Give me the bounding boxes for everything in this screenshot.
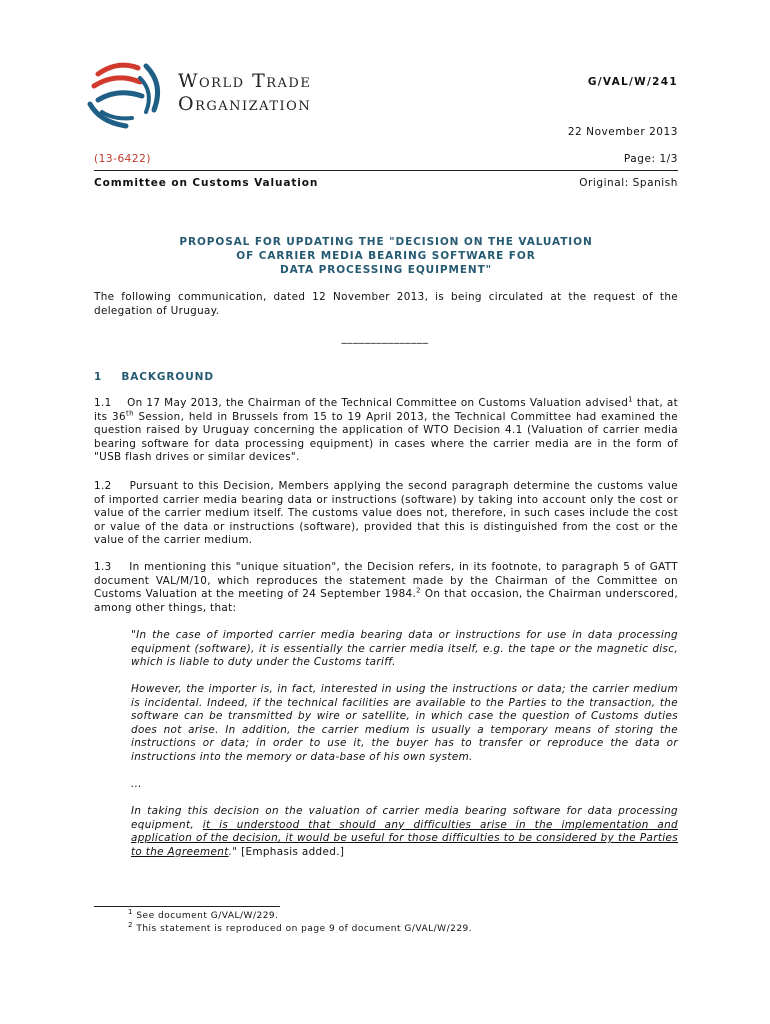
document-title-line2: OF CARRIER MEDIA BEARING SOFTWARE FOR: [236, 250, 536, 262]
wto-emblem-icon: [84, 56, 170, 132]
org-name-line2: Organization: [178, 93, 312, 115]
section-title: BACKGROUND: [121, 371, 214, 383]
paragraph-1-1: 1.1 On 17 May 2013, the Chairman of the Technical Committee on Customs Valuation advised$^1$ that, at its 36th Session, held in Brussels from 15 to 19 April 2013, the Technical Committee had examined the question raised by Uruguay concerning the application of WTO Decision 4.1 (Valuation of carrier media bearing software for data processing equipment) in cases where the carrier media are in the form of "USB flash drives or similar devices".: [94, 395, 678, 464]
intro-paragraph: The following communication, dated 12 November 2013, is being circulated at the request of the delegation of Uruguay.: [94, 291, 678, 317]
quote-paragraph-2: However, the importer is, in fact, interested in using the instructions or data; the carrier medium is incidental. Indeed, if the technical facilities are available to the Parties to the transaction, the software can be transmitted by wire or satellite, in which case the question of Customs duties does not arise. In addition, the carrier medium is usually a temporary means of storing the instructions or data; in order to use it, the buyer has to transfer or reproduce the data or instructions into the memory or data-base of his own system.: [131, 683, 678, 763]
footnote-1: $^1$ See document G/VAL/W/229.: [128, 908, 279, 921]
original-language: Original: Spanish: [579, 177, 678, 189]
footnote-2: $^2$ This statement is reproduced on page 9 of document G/VAL/W/229.: [128, 921, 473, 934]
org-name-line1: World Trade: [178, 70, 312, 92]
paragraph-number: 1.3: [94, 561, 112, 573]
footnote-ref-1[interactable]: 1: [628, 395, 633, 404]
paragraph-number: 1.1: [94, 397, 112, 409]
quote-ellipsis: ...: [131, 778, 142, 790]
document-number: (13-6422): [94, 153, 152, 165]
paragraph-1-3: 1.3 In mentioning this "unique situation", the Decision refers, in its footnote, to paragraph 5 of GATT document VAL/M/10, which reproduces the statement made by the Chairman of the Committee on Customs Valuation at the meeting of 24 September 1984.$^2$ On that occasion, the Chairman underscored, among other things, that:: [94, 561, 678, 614]
committee-name: Committee on Customs Valuation: [94, 177, 319, 189]
separator-line: _______________: [341, 332, 429, 344]
quote-paragraph-1: "In the case of imported carrier media bearing data or instructions for use in data processing equipment (software), it is essentially the carrier media itself, e.g. the tape or the magnetic disc, which is liable to duty under the Customs tariff.: [131, 629, 678, 669]
wto-logo: [84, 56, 354, 132]
document-title-line1: PROPOSAL FOR UPDATING THE "DECISION ON THE VALUATION: [179, 236, 593, 248]
quote-paragraph-3: In taking this decision on the valuation of carrier media bearing software for data processing equipment, it is understood that should any difficulties arise in the implementation and application of the decision, it would be useful for those difficulties to be considered by the Parties to the Agreement." [Emphasis added.]: [131, 805, 678, 858]
paragraph-number: 1.2: [94, 480, 112, 492]
header-divider: [94, 170, 678, 171]
footnote-divider: [94, 906, 280, 907]
paragraph-1-2: 1.2 Pursuant to this Decision, Members applying the second paragraph determine the customs value of imported carrier media bearing data or instructions (software) by taking into account only the cost or value of the carrier medium itself. The customs value does not, therefore, in such cases include the cost or value of the data or instructions (software), provided that this is distinguished from the cost or the value of the carrier medium.: [94, 480, 678, 547]
footnote-ref-2[interactable]: 2: [416, 586, 421, 595]
emphasized-text: it is understood that should any difficulties arise in the implementation and application of the decision, it would be useful for those difficulties to be considered by the Parties to the Agreement: [131, 818, 678, 858]
document-title-line3: DATA PROCESSING EQUIPMENT": [279, 264, 493, 276]
page-indicator: Page: 1/3: [623, 153, 678, 165]
emphasis-note: [Emphasis added.]: [237, 845, 345, 858]
section-number: 1: [94, 371, 103, 383]
document-symbol: G/VAL/W/241: [587, 76, 678, 88]
document-date: 22 November 2013: [567, 126, 678, 138]
section-heading: [94, 371, 214, 383]
